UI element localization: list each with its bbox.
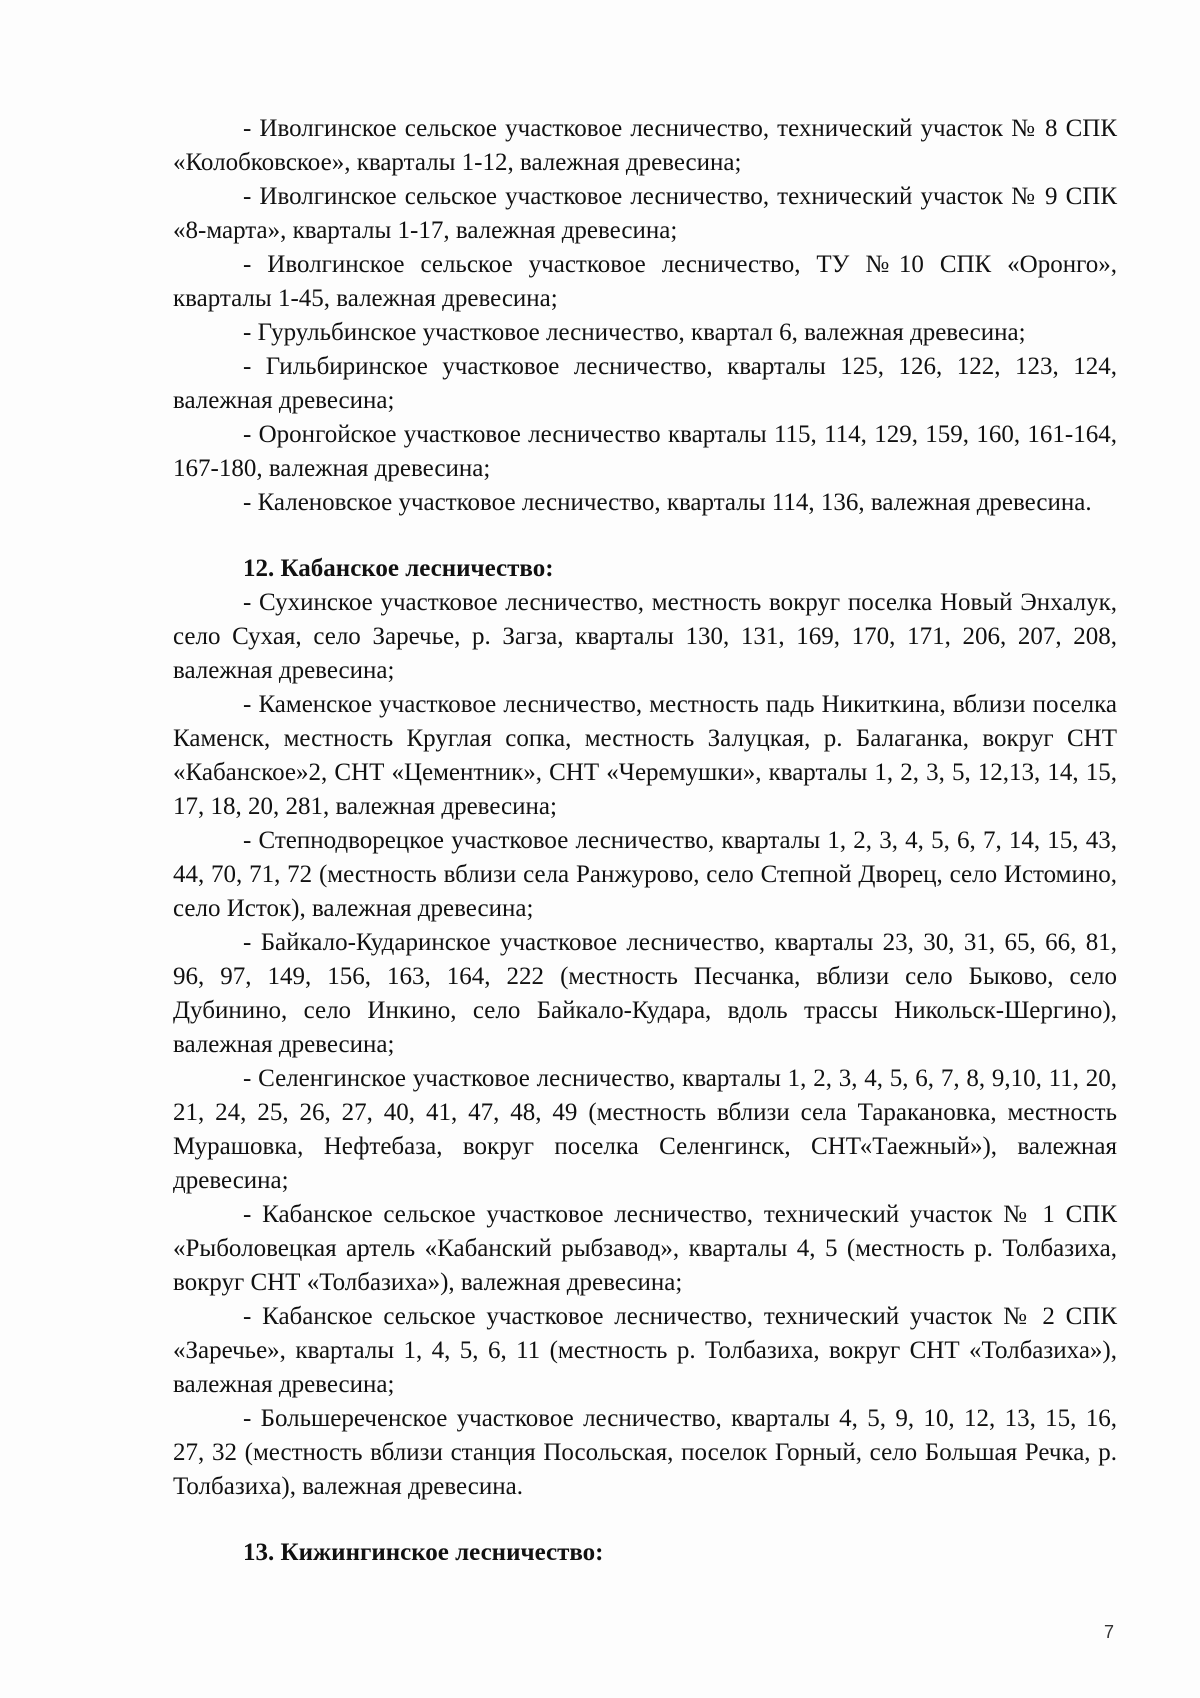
list-item: - Каленовское участковое лесничество, кварталы 114, 136, валежная древесина. bbox=[243, 489, 1092, 516]
list-item: - Байкало-Кударинское участковое лесничество, кварталы 23, 30, 31, 65, 66, 81, 96, 97, 149, 156, 163, 164, 222 (местность Песчанка, вблизи село Быково, село Дубинино, село Инкино, село Байкало-Кудара, вдоль трассы Никольск-Шергино), валежная древесина; bbox=[173, 929, 1117, 1058]
section-heading: 13. Кижингинское лесничество: bbox=[243, 1539, 604, 1566]
list-item: - Иволгинское сельское участковое лесничество, ТУ №10 СПК «Оронго», кварталы 1-45, валежная древесина; bbox=[173, 251, 1117, 312]
document-body bbox=[173, 112, 1117, 1570]
list-item: - Степнодворецкое участковое лесничество, кварталы 1, 2, 3, 4, 5, 6, 7, 14, 15, 43, 44, 70, 71, 72 (местность вблизи села Ранжурово, село Степной Дворец, село Истомино, село Исток), валежная древесина; bbox=[173, 827, 1117, 922]
list-item: - Кабанское сельское участковое лесничество, технический участок № 1 СПК «Рыболовецкая артель «Кабанский рыбзавод», кварталы 4, 5 (местность р. Толбазиха, вокруг СНТ «Толбазиха»), валежная древесина; bbox=[173, 1201, 1117, 1296]
list-item: - Оронгойское участковое лесничество кварталы 115, 114, 129, 159, 160, 161-164, 167-180, валежная древесина; bbox=[173, 421, 1117, 482]
list-item: - Сухинское участковое лесничество, местность вокруг поселка Новый Энхалук, село Сухая, село Заречье, р. Загза, кварталы 130, 131, 169, 170, 171, 206, 207, 208, валежная древесина; bbox=[173, 589, 1117, 684]
list-item: - Кабанское сельское участковое лесничество, технический участок № 2 СПК «Заречье», кварталы 1, 4, 5, 6, 11 (местность р. Толбазиха, вокруг СНТ «Толбазиха»), валежная древесина; bbox=[173, 1303, 1117, 1398]
list-item: - Большереченское участковое лесничество, кварталы 4, 5, 9, 10, 12, 13, 15, 16, 27, 32 (местность вблизи станция Посольская, поселок Горный, село Большая Речка, р. Толбазиха), валежная древесина. bbox=[173, 1405, 1117, 1500]
list-item: - Селенгинское участковое лесничество, кварталы 1, 2, 3, 4, 5, 6, 7, 8, 9,10, 11, 20, 21, 24, 25, 26, 27, 40, 41, 47, 48, 49 (местность вблизи села Таракановка, местность Мурашовка, Нефтебаза, вокруг поселка Селенгинск, СНТ«Таежный»), валежная древесина; bbox=[173, 1065, 1117, 1194]
list-item: - Каменское участковое лесничество, местность падь Никиткина, вблизи поселка Каменск, местность Круглая сопка, местность Залуцкая, р. Балаганка, вокруг СНТ «Кабанское»2, СНТ «Цементник», СНТ «Черемушки», кварталы 1, 2, 3, 5, 12,13, 14, 15, 17, 18, 20, 281, валежная древесина; bbox=[173, 691, 1117, 820]
list-item: - Иволгинское сельское участковое лесничество, технический участок № 8 СПК «Колобковское», кварталы 1-12, валежная древесина; bbox=[173, 115, 1117, 176]
list-item: - Гильбиринское участковое лесничество, кварталы 125, 126, 122, 123, 124, валежная древесина; bbox=[173, 353, 1117, 414]
list-item: - Гурульбинское участковое лесничество, квартал 6, валежная древесина; bbox=[243, 319, 1026, 346]
page-number: 7 bbox=[1103, 1622, 1114, 1642]
section-heading: 12. Кабанское лесничество: bbox=[243, 555, 554, 582]
list-item: - Иволгинское сельское участковое лесничество, технический участок № 9 СПК «8-марта», кварталы 1-17, валежная древесина; bbox=[173, 183, 1117, 244]
